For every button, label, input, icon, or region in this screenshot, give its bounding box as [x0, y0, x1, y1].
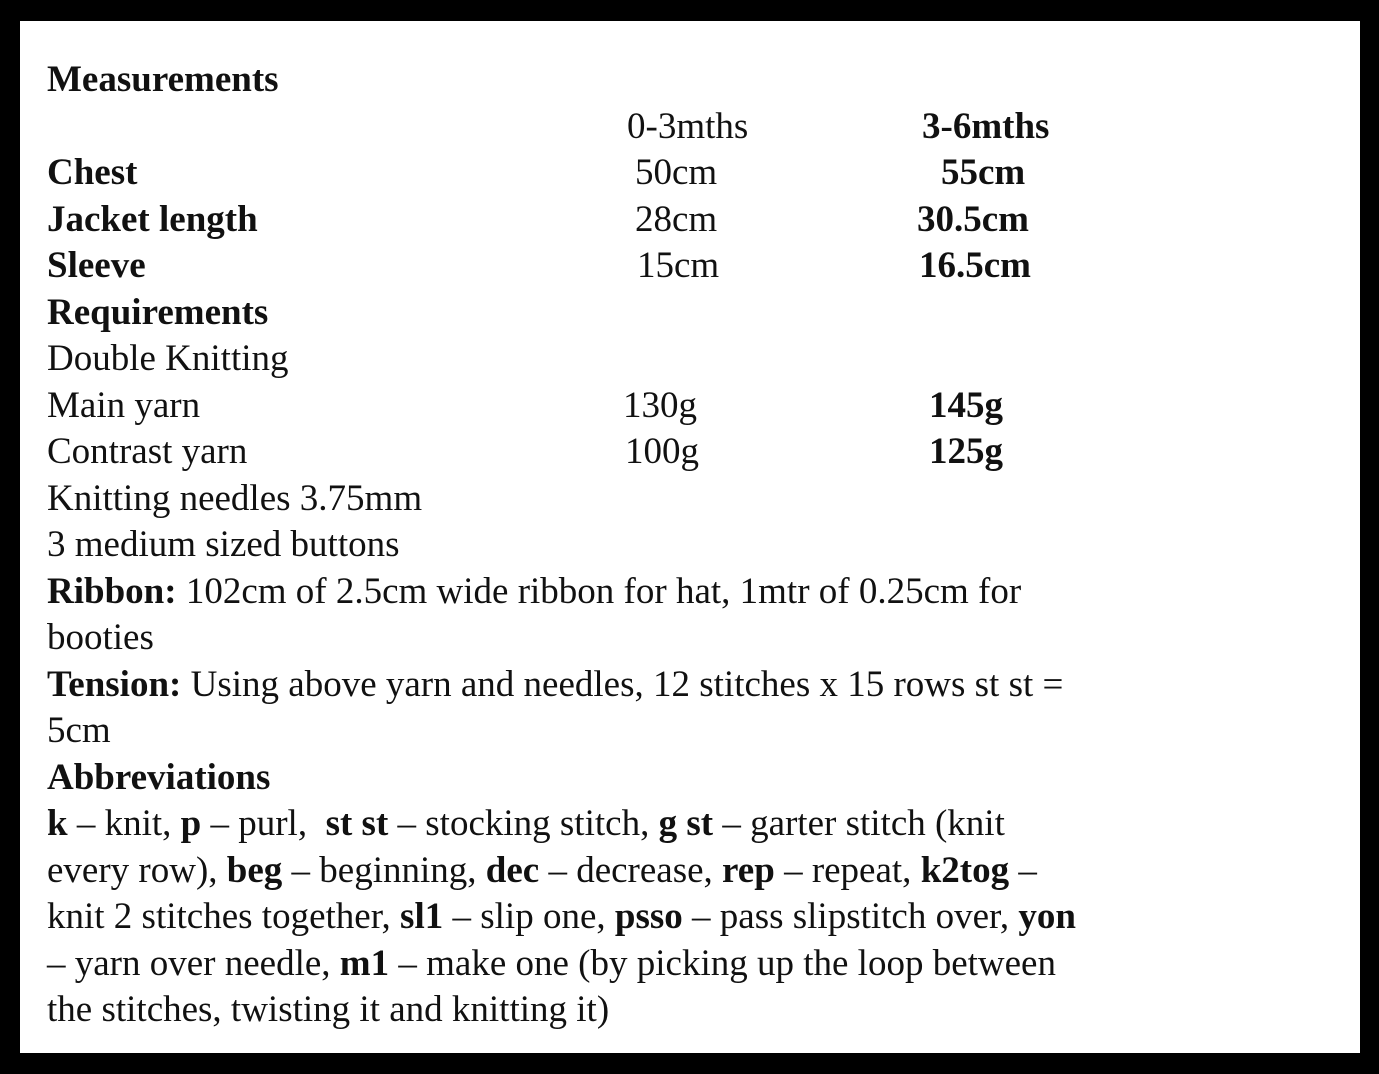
- ribbon-line-2: [47, 615, 1337, 662]
- measurements-heading-line: [47, 57, 1337, 104]
- requirement-size1: 100g: [625, 431, 699, 472]
- abbreviation-term: psso: [614, 896, 683, 937]
- abbreviations-heading-line: [47, 755, 1337, 802]
- abbreviation-definition: – stocking stitch,: [388, 803, 659, 844]
- ribbon-text-cont: booties: [47, 617, 154, 658]
- needles-text: Knitting needles 3.75mm: [47, 477, 423, 519]
- abbreviation-term: g st: [658, 803, 714, 844]
- requirements-heading-line: [47, 290, 1337, 337]
- abbreviation-term: beg: [226, 849, 283, 891]
- abbreviation-term: sl1: [400, 896, 444, 937]
- buttons-text: 3 medium sized buttons: [47, 524, 400, 565]
- abbreviation-definition: – slip one,: [443, 896, 615, 937]
- measurement-size2: 16.5cm: [919, 245, 1031, 286]
- buttons-line: [47, 522, 1337, 569]
- abbreviations-heading: Abbreviations: [47, 756, 271, 798]
- requirements-heading: Requirements: [47, 291, 269, 333]
- measurement-label: Jacket length: [47, 198, 258, 240]
- tension-line-2: [47, 708, 1337, 755]
- abbreviation-definition: –: [1009, 849, 1037, 891]
- measurement-size1: 50cm: [635, 152, 718, 193]
- pattern-text: [47, 57, 1337, 1034]
- abbreviation-definition: – beginning,: [282, 849, 486, 891]
- ribbon-line-1: [47, 569, 1337, 616]
- requirement-size2: 125g: [929, 431, 1003, 472]
- measurement-row-sleeve: [47, 243, 1337, 290]
- abbreviation-line: [47, 987, 1337, 1034]
- abbreviation-definition: – repeat,: [774, 849, 921, 891]
- needles-line: [47, 476, 1337, 523]
- measurement-size2: 30.5cm: [917, 198, 1029, 240]
- requirement-label: Main yarn: [47, 384, 201, 426]
- yarn-type: Double Knitting: [47, 338, 289, 379]
- abbreviation-term: m1: [339, 942, 390, 984]
- tension-text-cont: 5cm: [47, 710, 111, 751]
- abbreviation-line: [47, 848, 1337, 895]
- requirement-label: Contrast yarn: [47, 431, 248, 472]
- measurement-label: Chest: [47, 152, 138, 193]
- measurement-row-chest: [47, 150, 1337, 197]
- abbreviation-line: [47, 801, 1337, 848]
- measurement-size2: 55cm: [941, 152, 1026, 193]
- abbreviation-term: k2tog: [920, 849, 1010, 891]
- abbreviation-term: dec: [485, 849, 540, 891]
- document-page: [20, 21, 1360, 1053]
- abbreviation-definition: – pass slipstitch over,: [682, 896, 1019, 937]
- abbreviation-definition: – garter stitch (knit: [713, 803, 1005, 844]
- abbreviation-definition: the stitches, twisting it and knitting it): [47, 989, 610, 1030]
- abbreviation-term: yon: [1018, 896, 1076, 937]
- size-header-3-6: 3-6mths: [922, 105, 1050, 147]
- measurement-size1: 15cm: [637, 245, 720, 286]
- abbreviation-definition: – purl,: [201, 803, 326, 844]
- measurement-label: Sleeve: [47, 245, 146, 286]
- abbreviations-list: [47, 801, 1337, 1034]
- abbreviation-definition: every row),: [47, 849, 227, 891]
- abbreviation-definition: – yarn over needle,: [47, 942, 340, 984]
- abbreviation-definition: knit 2 stitches together,: [47, 896, 401, 937]
- abbreviation-line: [47, 894, 1337, 941]
- tension-line-1: [47, 662, 1337, 709]
- requirement-row-main-yarn: [47, 383, 1337, 430]
- abbreviation-term: rep: [722, 849, 775, 891]
- abbreviation-definition: – make one (by picking up the loop between: [389, 942, 1056, 984]
- yarn-type-line: [47, 336, 1337, 383]
- measurements-heading: Measurements: [47, 59, 279, 100]
- abbreviation-definition: – knit,: [67, 803, 181, 844]
- ribbon-text: 102cm of 2.5cm wide ribbon for hat, 1mtr of 0.25cm for: [176, 570, 1022, 612]
- size-header-row: [47, 104, 1337, 151]
- tension-text: Using above yarn and needles, 12 stitches x 15 rows st st =: [181, 663, 1064, 705]
- requirement-size1: 130g: [623, 384, 697, 426]
- abbreviation-term: st st: [325, 803, 389, 844]
- requirement-size2: 145g: [929, 384, 1003, 426]
- abbreviation-term: k: [47, 803, 68, 844]
- abbreviation-term: p: [180, 803, 202, 844]
- size-header-0-3: 0-3mths: [627, 105, 749, 147]
- abbreviation-definition: – decrease,: [539, 849, 723, 891]
- measurement-row-jacket-length: [47, 197, 1337, 244]
- requirement-row-contrast-yarn: [47, 429, 1337, 476]
- ribbon-label: Ribbon:: [47, 570, 177, 612]
- measurement-size1: 28cm: [635, 198, 718, 240]
- tension-label: Tension:: [47, 663, 182, 705]
- abbreviation-line: [47, 941, 1337, 988]
